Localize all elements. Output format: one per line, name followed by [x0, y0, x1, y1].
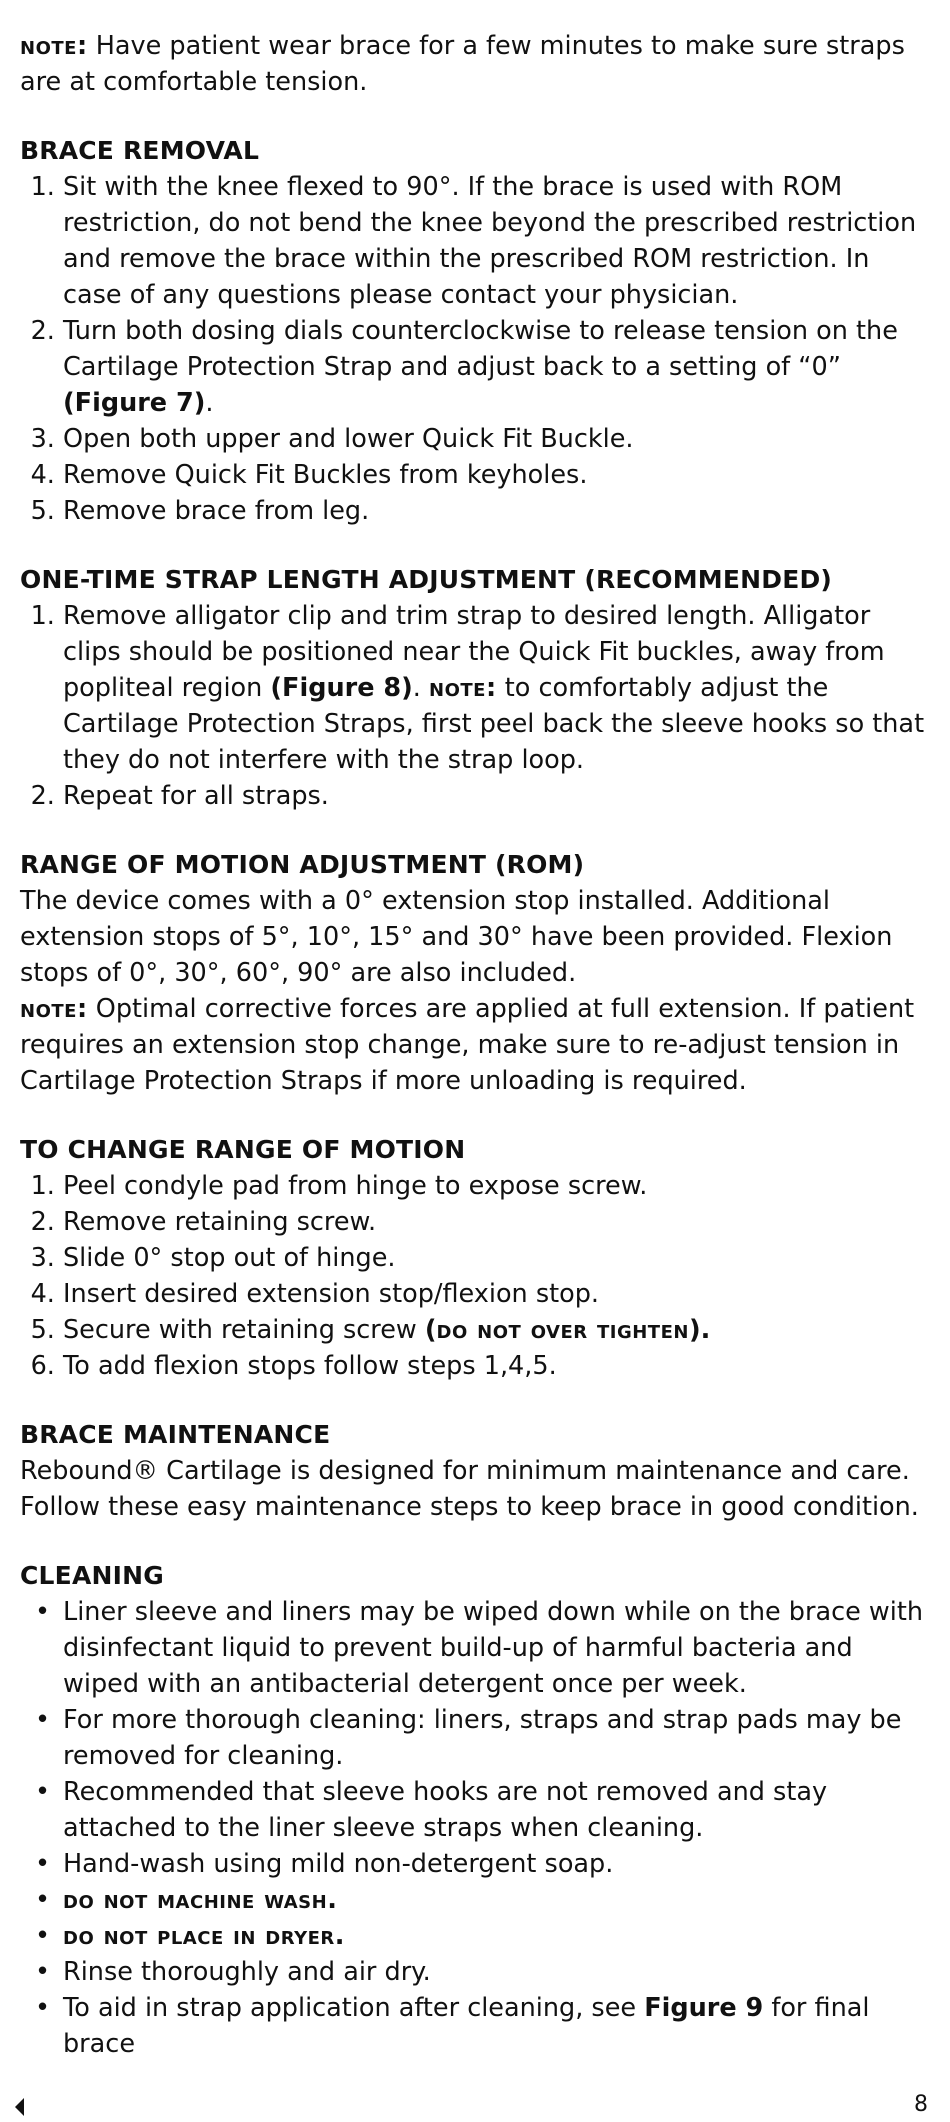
section-heading-change-rom: TO CHANGE RANGE OF MOTION: [20, 1135, 466, 1164]
note-label: note:: [20, 31, 88, 61]
change-rom-list: [20, 1168, 935, 1384]
list-item: 2. Remove retaining screw.: [63, 1204, 935, 1240]
list-item: • Recommended that sleeve hooks are not removed and stay attached to the liner sleeve straps when cleaning.: [63, 1774, 935, 1846]
intro-note: [20, 28, 935, 100]
list-item: • To aid in strap application after cleaning, see Figure 9 for final brace: [63, 1990, 935, 2062]
cleaning-list: [20, 1594, 935, 2062]
note-text: Have patient wear brace for a few minutes to make sure straps are at comfortable tension.: [20, 31, 905, 97]
triangle-left-icon[interactable]: [15, 2098, 24, 2116]
warning-text: do not over tighten: [436, 1315, 689, 1345]
page-number: 8: [914, 2092, 928, 2117]
list-item: 1. Peel condyle pad from hinge to expose screw.: [63, 1168, 935, 1204]
list-item: 1. Sit with the knee flexed to 90°. If the brace is used with ROM restriction, do not bend the knee beyond the prescribed restriction and remove the brace within the prescribed ROM restriction. In case of any questions please contact your physician.: [63, 169, 935, 313]
list-item: 6. To add flexion stops follow steps 1,4,5.: [63, 1348, 935, 1384]
figure-reference: Figure 9: [644, 1993, 764, 2023]
note-label: note:: [429, 673, 497, 703]
list-item: [63, 1882, 935, 1918]
list-item: 4. Insert desired extension stop/flexion stop.: [63, 1276, 935, 1312]
section-heading-cleaning: CLEANING: [20, 1561, 164, 1590]
section-heading-rom-adjustment: RANGE OF MOTION ADJUSTMENT (ROM): [20, 850, 585, 879]
section-heading-maintenance: BRACE MAINTENANCE: [20, 1420, 331, 1449]
rom-body: The device comes with a 0° extension stop installed. Additional extension stops of 5°, 10°, 15° and 30° have been provided. Flexion stops of 0°, 30°, 60°, 90° are also included.: [20, 886, 893, 988]
list-item: 2. Repeat for all straps.: [63, 778, 935, 814]
section-heading-strap-adjustment: ONE-TIME STRAP LENGTH ADJUSTMENT (RECOMMENDED): [20, 565, 833, 594]
list-item: 3. Slide 0° stop out of hinge.: [63, 1240, 935, 1276]
page-content: [20, 28, 935, 2062]
list-item: 5. Secure with retaining screw (do not over tighten).: [63, 1312, 935, 1348]
list-item: • Liner sleeve and liners may be wiped down while on the brace with disinfectant liquid to prevent build-up of harmful bacteria and wiped with an antibacterial detergent once per week.: [63, 1594, 935, 1702]
list-item: • For more thorough cleaning: liners, straps and strap pads may be removed for cleaning.: [63, 1702, 935, 1774]
figure-reference: (Figure 8): [270, 673, 413, 703]
warning-text: do not place in dryer.: [63, 1921, 345, 1951]
maintenance-body: Rebound® Cartilage is designed for minimum maintenance and care. Follow these easy maintenance steps to keep brace in good condition.: [20, 1456, 919, 1522]
section-heading-brace-removal: BRACE REMOVAL: [20, 136, 260, 165]
brace-removal-list: [20, 169, 935, 529]
list-item: 1. Remove alligator clip and trim strap to desired length. Alligator clips should be positioned near the Quick Fit buckles, away from popliteal region (Figure 8). note: to comfortably adjust the Cartilage Protection Straps, first peel back the sleeve hooks so that they do not interfere with the strap loop.: [63, 598, 935, 778]
list-item: • Rinse thoroughly and air dry.: [63, 1954, 935, 1990]
figure-reference: (Figure 7): [63, 388, 206, 418]
note-label: note:: [20, 994, 88, 1024]
strap-adjustment-list: [20, 598, 935, 814]
rom-note: note: Optimal corrective forces are applied at full extension. If patient requires an extension stop change, make sure to re-adjust tension in Cartilage Protection Straps if more unloading is required.: [20, 994, 915, 1096]
list-item: 5. Remove brace from leg.: [63, 493, 935, 529]
list-item: 2. Turn both dosing dials counterclockwise to release tension on the Cartilage Protection Strap and adjust back to a setting of “0” (Figure 7).: [63, 313, 935, 421]
warning-text: do not machine wash.: [63, 1885, 338, 1915]
list-item: • Hand-wash using mild non-detergent soap.: [63, 1846, 935, 1882]
list-item: [63, 1918, 935, 1954]
list-item: 3. Open both upper and lower Quick Fit Buckle.: [63, 421, 935, 457]
list-item: 4. Remove Quick Fit Buckles from keyholes.: [63, 457, 935, 493]
